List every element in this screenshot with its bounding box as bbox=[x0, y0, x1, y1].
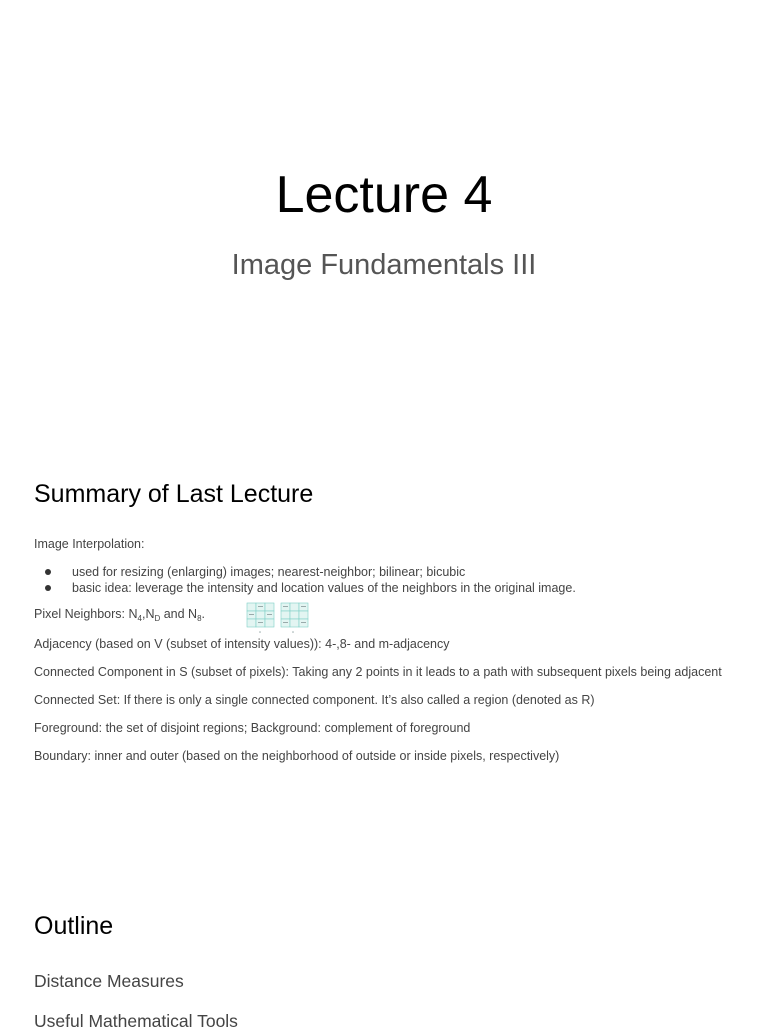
pixel-neighbors-line: Pixel Neighbors: $N_4,N_D$ and $N_8$. bbox=[34, 607, 734, 631]
list-item: used for resizing (enlarging) images; nearest-neighbor; bilinear; bicubic bbox=[34, 564, 734, 580]
connected-component-text: Connected Component in S (subset of pixels): Taking any 2 points in it leads to a path with subsequent pixels being adjacent bbox=[34, 665, 722, 679]
summary-body bbox=[34, 537, 734, 764]
lecture-title: Lecture 4 bbox=[275, 166, 493, 224]
list-item: basic idea: leverage the intensity and location values of the neighbors in the original image. bbox=[34, 580, 734, 596]
outline-item-distance-measures: Distance Measures bbox=[34, 971, 184, 991]
bullet-icon bbox=[45, 569, 51, 575]
boundary-text: Boundary: inner and outer (based on the neighborhood of outside or inside pixels, respectively) bbox=[34, 749, 560, 763]
bullet-icon bbox=[45, 585, 51, 591]
interpolation-bullets bbox=[34, 564, 734, 596]
connected-set-text: Connected Set: If there is only a single connected component. It’s also called a region (denoted as R) bbox=[34, 693, 595, 707]
interpolation-label: Image Interpolation: bbox=[34, 537, 145, 551]
adjacency-text: Adjacency (based on V (subset of intensity values)): 4-,8- and m-adjacency bbox=[34, 637, 450, 651]
summary-heading: Summary of Last Lecture bbox=[34, 480, 314, 508]
outline-heading: Outline bbox=[34, 912, 114, 940]
foreground-text: Foreground: the set of disjoint regions; Background: complement of foreground bbox=[34, 721, 471, 735]
lecture-subtitle: Image Fundamentals III bbox=[231, 249, 537, 281]
outline-item-math-tools: Useful Mathematical Tools bbox=[34, 1011, 238, 1031]
pixel-neighbors-figure bbox=[246, 601, 312, 635]
